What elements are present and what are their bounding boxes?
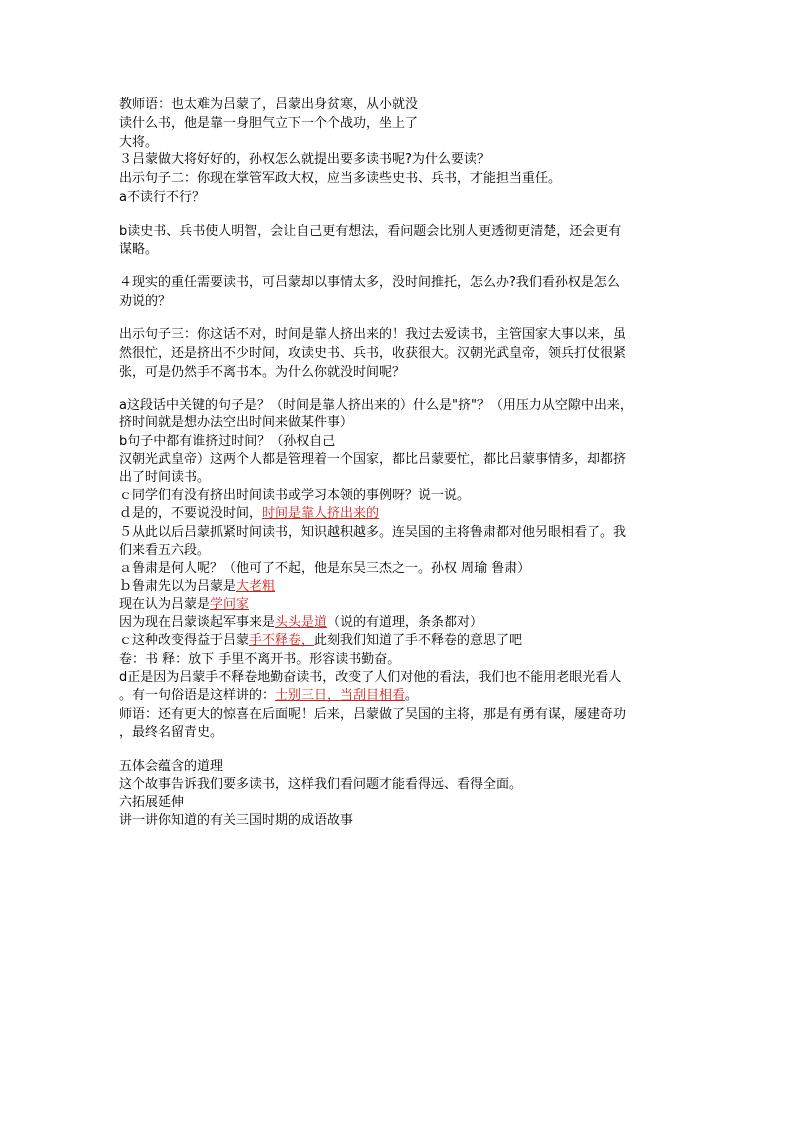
text-line: 挤时间就是想办法空出时间来做某件事） — [119, 415, 354, 430]
text-line: 读什么书，他是靠一身胆气立下一个个战功，坐上了 — [119, 116, 419, 131]
section-heading-5: 五体会蕴含的道理 — [119, 759, 224, 774]
sentence-3: 出示句子三：你这话不对，时间是靠人挤出来的！我过去爱读书，主管国家大事以来，虽 — [119, 327, 627, 342]
section-heading-6: 六拓展延伸 — [119, 795, 185, 810]
highlight-phrase: 大老粗 — [236, 579, 276, 594]
text-line: 谋略。 — [119, 242, 159, 257]
text-line: a这段话中关键的句子是？（时间是靠人挤出来的）什么是"挤"？（用压力从空隙中出来， — [119, 398, 633, 413]
text-line: 张，可是仍然手不离书本。为什么你就没时间呢？ — [119, 365, 406, 380]
question-5: ５从此以后吕蒙抓紧时间读书，知识越积越多。连吴国的主将鲁肃都对他另眼相看了。我 — [119, 525, 627, 540]
question-a: a不读行不行？ — [119, 190, 205, 205]
text-line: 讲一讲你知道的有关三国时期的成语故事 — [119, 813, 354, 828]
sentence-2: 出示句子二：你现在掌管军政大权，应当多读些史书、兵书，才能担当重任。 — [119, 171, 562, 186]
text-line: b句子中都有谁挤过时间？（孙权自己 — [119, 434, 336, 449]
text-line: 汉朝光武皇帝）这两个人都是管理着一个国家，都比吕蒙要忙，都比吕蒙事情多，却都挤 — [119, 452, 627, 467]
text-line: ｃ同学们有没有挤出时间读书或学习本领的事例呀？说一说。 — [119, 488, 471, 503]
text-line: 教师语：也太难为吕蒙了，吕蒙出身贫寒，从小就没 — [119, 97, 419, 112]
highlight-phrase: 士别三日，当刮目相看 — [275, 688, 406, 703]
highlight-phrase: 头头是道 — [275, 615, 328, 630]
text-line: 卷：书 释：放下 手里不离开书。形容读书勤奋。 — [119, 652, 401, 667]
highlight-phrase: 时间是靠人挤出来的 — [262, 506, 380, 521]
text-line: b读史书、兵书使人明智，会让自己更有想法，看问题会比别人更透彻更清楚，还会更有 — [119, 224, 622, 239]
highlight-phrase: 学问家 — [210, 597, 250, 612]
text-line: ｃ这种改变得益于吕蒙手不释卷，此刻我们知道了手不释卷的意思了吧 — [119, 633, 523, 648]
text-line: 现在认为吕蒙是学问家 — [119, 597, 250, 612]
text-line: ｄ是的，不要说没时间，时间是靠人挤出来的 — [119, 506, 380, 521]
text-line: ａ鲁肃是何人呢？（他可了不起，他是东吴三杰之一。孙权 周瑜 鲁肃） — [119, 561, 531, 576]
text-line: ｂ鲁肃先以为吕蒙是大老粗 — [119, 579, 276, 594]
question-3: ３吕蒙做大将好好的，孙权怎么就提出要多读书呢?为什么要读？ — [119, 152, 490, 167]
text-line: 大将。 — [119, 135, 159, 150]
question-4: ４现实的重任需要读书，可吕蒙却以事情太多，没时间推托，怎么办?我们看孙权是怎么 — [119, 275, 620, 290]
text-line: 然很忙，还是挤出不少时间，攻读史书、兵书，收获很大。汉朝光武皇帝，领兵打仗很紧 — [119, 346, 627, 361]
text-line: d正是因为吕蒙手不释卷地勤奋读书，改变了人们对他的看法，我们也不能用老眼光看人 — [119, 670, 622, 685]
highlight-phrase: 手不释卷， — [249, 633, 315, 648]
text-line: 因为现在吕蒙谈起军事来是头头是道（说的有道理，条条都对） — [119, 615, 484, 630]
text-line: 师语：还有更大的惊喜在后面呢！后来，吕蒙做了吴国的主将，那是有勇有谋，屡建奇功 — [119, 707, 627, 722]
text-line: 。有一句俗语是这样讲的：士别三日，当刮目相看。 — [119, 688, 419, 703]
text-line: 这个故事告诉我们要多读书，这样我们看问题才能看得远、看得全面。 — [119, 777, 523, 792]
text-line: 出了时间读书。 — [119, 470, 211, 485]
text-line: ，最终名留青史。 — [119, 725, 224, 740]
text-line: 劝说的？ — [119, 294, 172, 309]
text-line: 们来看五六段。 — [119, 543, 211, 558]
